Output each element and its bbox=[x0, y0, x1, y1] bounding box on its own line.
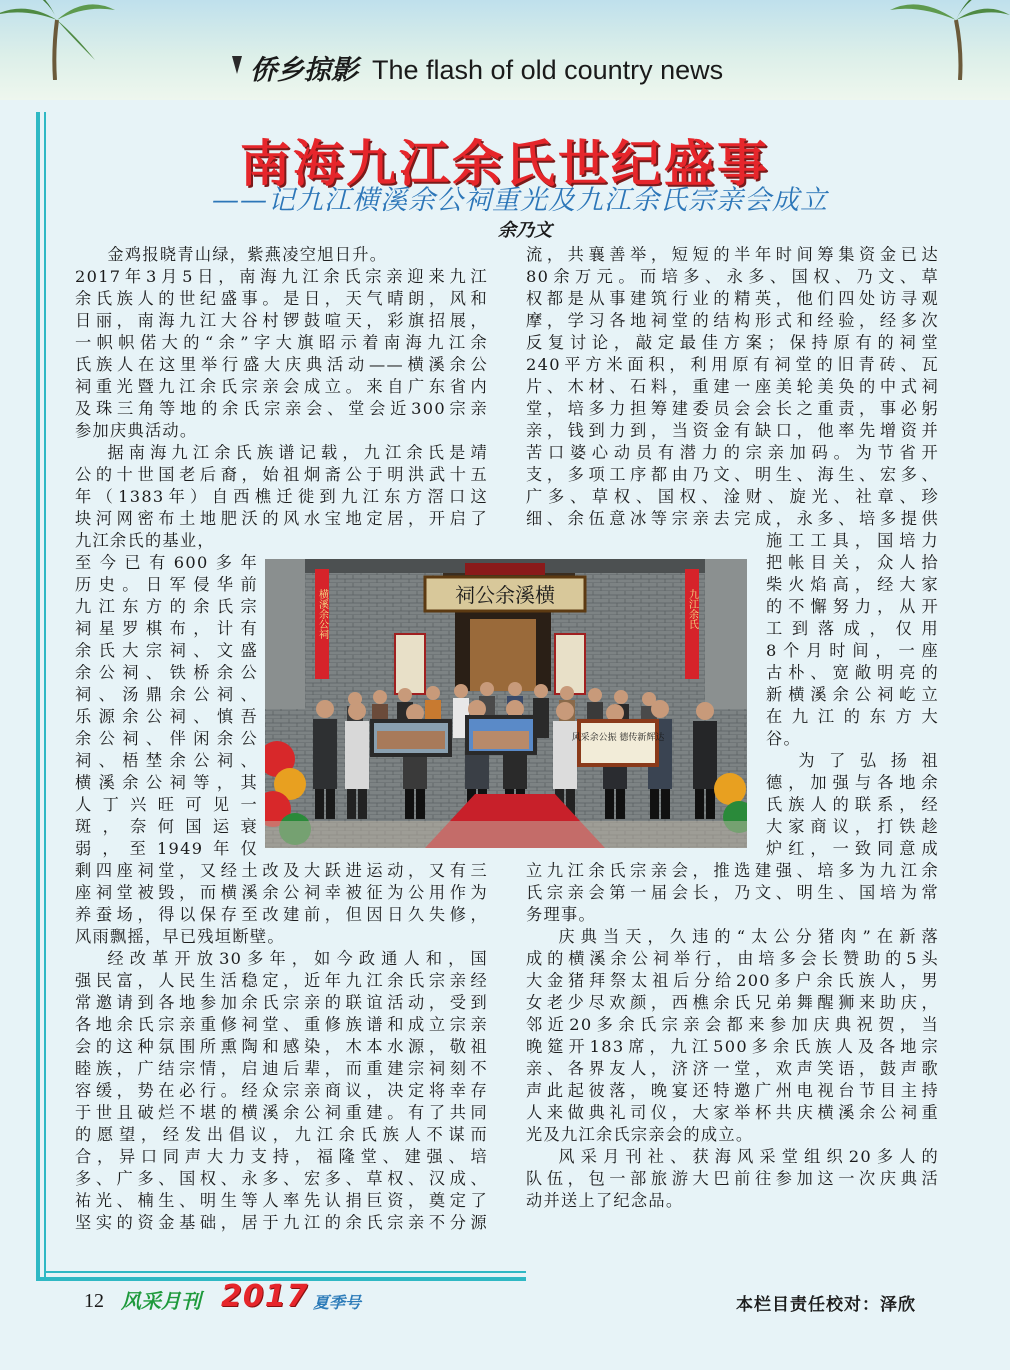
header-banner bbox=[0, 0, 1010, 100]
text-line: 氏族人在这里举行盛大庆典活动——横溪余公 bbox=[75, 355, 488, 374]
text-line: 反复讨论，敲定最佳方案；保持原有的祠堂 bbox=[526, 333, 939, 352]
text-line: 据南海九江余氏族谱记载，九江余氏是靖 bbox=[107, 443, 488, 462]
text-line: 摩，学习各地祠堂的结构形式和经验，经多次 bbox=[526, 311, 939, 330]
frame-line bbox=[36, 112, 40, 1277]
text-line: 多、广多、国权、永多、宏多、草权、汉成、 bbox=[75, 1169, 488, 1188]
text-line: 及珠三角等地的余氏宗亲会、堂会近300宗亲 bbox=[75, 399, 488, 418]
text-line: 金鸡报晓青山绿，紫燕凌空旭日升。 bbox=[107, 245, 388, 264]
text-line: 风雨飘摇，早已残垣断壁。 bbox=[75, 927, 285, 946]
text-line: 队伍，包一部旅游大巴前往参加这一次庆典活 bbox=[526, 1169, 939, 1188]
text-line: 至今已有600多年 bbox=[75, 553, 258, 572]
text-line: 横溪余公祠等，其 bbox=[75, 773, 258, 792]
text-line: 的不懈努力，从开 bbox=[766, 597, 939, 616]
right-column-lower bbox=[526, 860, 939, 1212]
text-line: 动并送上了纪念品。 bbox=[526, 1191, 684, 1210]
sail-icon bbox=[230, 54, 244, 76]
text-line: 堂，培多力担筹建委员会会长之重责，事必躬 bbox=[526, 399, 939, 418]
text-line: 2017年3月5日，南海九江余氏宗亲迎来九江 bbox=[75, 267, 488, 286]
text-line: 炉红，一致同意成 bbox=[766, 839, 939, 858]
text-line: 在九江的东方大 bbox=[766, 707, 939, 726]
text-line: 各地余氏宗亲重修祠堂、重修族谱和成立宗亲 bbox=[75, 1015, 488, 1034]
text-line: 的愿望，经发出倡议，九江余氏族人不谋而 bbox=[75, 1125, 488, 1144]
left-column-top bbox=[75, 244, 488, 552]
text-line: 合，异口同声大力支持，福隆堂、建强、培 bbox=[75, 1147, 488, 1166]
section-label bbox=[250, 48, 723, 87]
text-line: 经改革开放30多年，如今政通人和，国 bbox=[107, 949, 488, 968]
text-line: 为了弘扬祖 bbox=[798, 751, 939, 770]
right-column-top bbox=[526, 244, 939, 530]
text-line: 片、木材、石料，重建一座美轮美奂的中式祠 bbox=[526, 377, 939, 396]
text-line: 邻近20多余氏宗亲会都来参加庆典祝贺，当 bbox=[526, 1015, 939, 1034]
text-line: 公的十世国老后裔，始祖炯斋公于明洪武十五 bbox=[75, 465, 488, 484]
section-label-zh: 侨乡掠影 bbox=[250, 55, 358, 86]
text-line: 立九江余氏宗亲会，推选建强、培多为九江余 bbox=[526, 861, 939, 880]
frame-line bbox=[44, 112, 46, 1277]
text-line: 坚实的资金基础，居于九江的余氏宗亲不分源 bbox=[75, 1213, 488, 1232]
text-line: 余氏族人的世纪盛事。是日，天气晴朗，风和 bbox=[75, 289, 488, 308]
text-line: 座祠堂被毁，而横溪余公祠幸被征为公用作为 bbox=[75, 883, 488, 902]
article-title: 南海九江余氏世纪盛事 bbox=[240, 135, 770, 193]
text-line: 8个月时间，一座 bbox=[766, 641, 939, 660]
text-line: 流，共襄善举，短短的半年时间筹集资金已达 bbox=[526, 245, 939, 264]
text-line: 晚筵开183席，九江500多余氏族人及各地宗 bbox=[526, 1037, 939, 1056]
text-line: 余氏大宗祠、文盛 bbox=[75, 641, 258, 660]
text-line: 祠、梧埜余公祠、 bbox=[75, 751, 258, 770]
text-line: 参加庆典活动。 bbox=[75, 421, 198, 440]
text-line: 余公祠、伴闲余公 bbox=[75, 729, 258, 748]
text-line: 块河网密布土地肥沃的风水宝地定居，开启了 bbox=[75, 509, 488, 528]
magazine-name: 风采月刊 bbox=[121, 1289, 201, 1313]
text-line: 80余万元。而培多、永多、国权、乃文、草 bbox=[526, 267, 939, 286]
right-couplet: 九江余氏 bbox=[686, 589, 698, 629]
text-line: 亲、各界友人，济济一堂，欢声笑语，鼓声歌 bbox=[526, 1059, 939, 1078]
text-line: 氏族人的联系，经 bbox=[766, 795, 939, 814]
text-line: 祠、汤鼎余公祠、 bbox=[75, 685, 258, 704]
calligraphy-text: 风采余公振 德传新辉达 bbox=[571, 733, 665, 743]
text-line: 九江余氏的基业， bbox=[75, 531, 215, 550]
text-line: 德，加强与各地余 bbox=[766, 773, 939, 792]
text-line: 风采月刊社、获海风采堂组织20多人的 bbox=[558, 1147, 939, 1166]
left-column-wrap bbox=[75, 552, 258, 860]
text-line: 常邀请到各地参加余氏宗亲的联谊活动，受到 bbox=[75, 993, 488, 1012]
text-line: 会的这种氛围所熏陶和感染，木本水源，敬祖 bbox=[75, 1037, 488, 1056]
text-line: 养蚕场，得以保存至改建前，但因日久失修， bbox=[75, 905, 488, 924]
ceremony-photo bbox=[265, 559, 747, 848]
text-line: 乐源余公祠、慎吾 bbox=[75, 707, 258, 726]
text-line: 容缓，势在必行。经众宗亲商议，决定将幸存 bbox=[75, 1081, 488, 1100]
article-subtitle: ——记九江横溪余公祠重光及九江余氏宗亲会成立 bbox=[212, 185, 828, 216]
text-line: 柴火焰高，经大家 bbox=[766, 575, 939, 594]
text-line: 祐光、楠生、明生等人率先认捐巨资，奠定了 bbox=[75, 1191, 488, 1210]
palm-tree-icon bbox=[0, 0, 115, 80]
right-column-wrap bbox=[766, 530, 939, 860]
text-line: 一帜帜偌大的“余”字大旗昭示着南海九江余 bbox=[75, 333, 488, 352]
text-line: 把帐目关，众人拾 bbox=[766, 553, 939, 572]
section-label-en: The flash of old country news bbox=[372, 55, 724, 85]
text-line: 睦族，广结宗情，启迪后辈，而重建宗祠刻不 bbox=[75, 1059, 488, 1078]
text-line: 祠星罗棋布，计有 bbox=[75, 619, 258, 638]
text-line: 240平方米面积，利用原有祠堂的旧青砖、瓦 bbox=[526, 355, 939, 374]
text-line: 成的横溪余公祠举行，由培多会长赞助的5头 bbox=[526, 949, 939, 968]
text-line: 祠重光暨九江余氏宗亲会成立。来自广东省内 bbox=[75, 377, 488, 396]
text-line: 人来做典礼司仪，大家举杯共庆横溪余公祠重 bbox=[526, 1103, 939, 1122]
text-line: 剩四座祠堂，又经土改及大跃进运动，又有三 bbox=[75, 861, 488, 880]
frame-line bbox=[44, 1271, 526, 1273]
text-line: 细、余伍意冰等宗亲去完成，永多、培多提供 bbox=[526, 509, 939, 528]
editor-note: 本栏目责任校对：泽欣 bbox=[736, 1295, 916, 1315]
text-line: 人丁兴旺可见一 bbox=[75, 795, 258, 814]
text-line: 日丽，南海九江大谷村锣鼓喧天，彩旗招展， bbox=[75, 311, 488, 330]
text-line: 余公祠、铁桥余公 bbox=[75, 663, 258, 682]
text-line: 新横溪余公祠屹立 bbox=[766, 685, 939, 704]
plaque-text: 祠公余溪横 bbox=[455, 583, 555, 607]
issue-season: 夏季号 bbox=[313, 1293, 362, 1312]
text-line: 大金猪拜祭太祖后分给200多户余氏族人，男 bbox=[526, 971, 939, 990]
text-line: 工到落成，仅用 bbox=[766, 619, 939, 638]
palm-tree-icon bbox=[890, 0, 1010, 80]
text-line: 广多、草权、国权、淦财、旋光、社章、珍 bbox=[526, 487, 939, 506]
text-line: 于世且破烂不堪的横溪余公祠重建。有了共同 bbox=[75, 1103, 488, 1122]
text-line: 施工工具，国培力 bbox=[766, 531, 939, 550]
issue-year: 2017 bbox=[221, 1279, 309, 1314]
text-line: 强民富，人民生活稳定，近年九江余氏宗亲经 bbox=[75, 971, 488, 990]
text-line: 亲，钱到力到，当资金有缺口，他率先增资并 bbox=[526, 421, 939, 440]
text-line: 斑，奈何国运衰 bbox=[75, 817, 258, 836]
ceremony-photo-illustration bbox=[265, 559, 747, 848]
text-line: 谷。 bbox=[766, 729, 801, 748]
text-line: 务理事。 bbox=[526, 905, 596, 924]
text-line: 庆典当天，久违的“太公分猪肉”在新落 bbox=[558, 927, 939, 946]
text-line: 氏宗亲会第一届会长，乃文、明生、国培为常 bbox=[526, 883, 939, 902]
text-line: 大家商议，打铁趁 bbox=[766, 817, 939, 836]
text-line: 声此起彼落，晚宴还特邀广州电视台节目主持 bbox=[526, 1081, 939, 1100]
article-author: 余乃文 bbox=[498, 220, 552, 241]
text-line: 支，多项工序都由乃文、明生、海生、宏多、 bbox=[526, 465, 939, 484]
text-line: 历史。日军侵华前 bbox=[75, 575, 258, 594]
text-line: 光及九江余氏宗亲会的成立。 bbox=[526, 1125, 754, 1144]
text-line: 权都是从事建筑行业的精英，他们四处访寻观 bbox=[526, 289, 939, 308]
text-line: 年（1383年）自西樵迁徙到九江东方滘口这 bbox=[75, 487, 488, 506]
left-column-lower bbox=[75, 860, 488, 1234]
page-number: 12 bbox=[84, 1290, 104, 1312]
text-line: 九江东方的余氏宗 bbox=[75, 597, 258, 616]
left-couplet: 横溪余公祠 bbox=[316, 589, 328, 639]
text-line: 弱，至1949年仅 bbox=[75, 839, 258, 858]
text-line: 女老少尽欢颜，西樵余氏兄弟舞醒狮来助庆， bbox=[526, 993, 939, 1012]
text-line: 苦口婆心动员有潜力的宗亲加码。为节省开 bbox=[526, 443, 939, 462]
text-line: 古朴、宽敞明亮的 bbox=[766, 663, 939, 682]
